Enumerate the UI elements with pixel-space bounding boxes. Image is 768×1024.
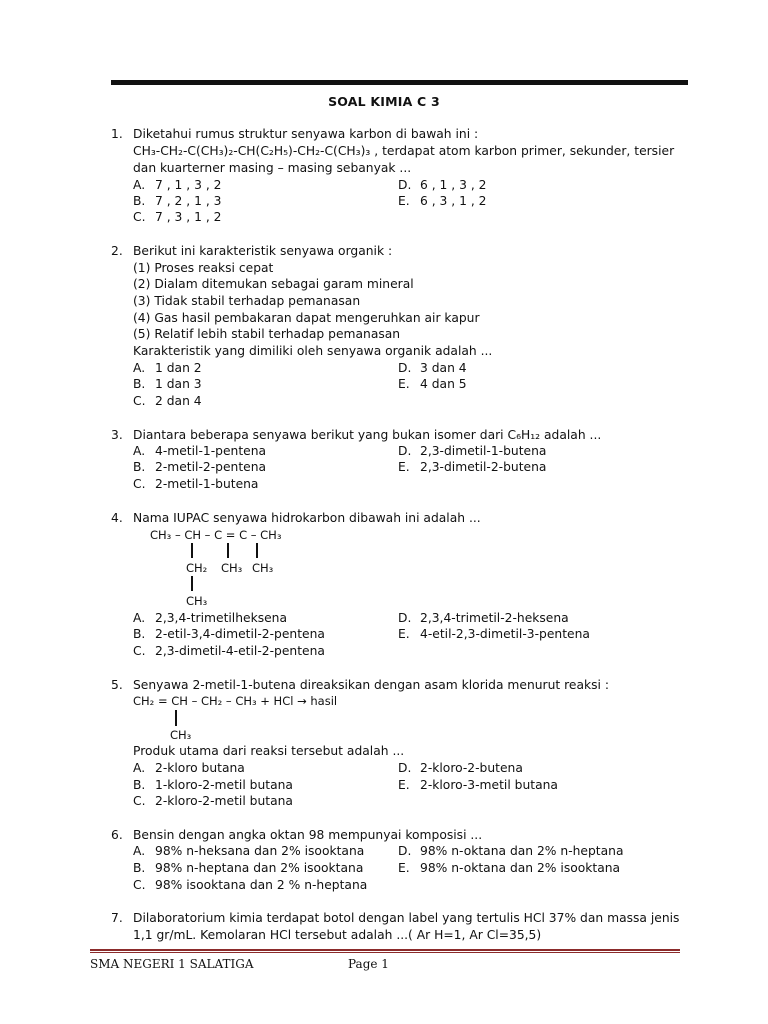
option-a: A. 2,3,4-trimetilheksena — [133, 611, 287, 625]
bond-line — [227, 543, 229, 558]
question-number: 3. — [111, 428, 123, 442]
option-e: E. 4 dan 5 — [398, 377, 467, 391]
option-e: E. 98% n-oktana dan 2% isooktana — [398, 861, 621, 875]
option-a: A. 7 , 1 , 3 , 2 — [133, 178, 222, 192]
option-d: D. 3 dan 4 — [398, 361, 467, 375]
branch-ch2: CH₂ — [186, 561, 208, 575]
option-text: 1 dan 3 — [155, 377, 202, 391]
option-d: D. 98% n-oktana dan 2% n-heptana — [398, 844, 624, 858]
option-text: 2,3-dimetil-4-etil-2-pentena — [155, 644, 325, 658]
question-stem: Bensin dengan angka oktan 98 mempunyai komposisi ... — [133, 828, 483, 842]
option-text: 3 dan 4 — [420, 361, 467, 375]
option-c: C. 2-kloro-2-metil butana — [133, 794, 293, 808]
option-text: 2-kloro-2-metil butana — [155, 794, 293, 808]
main-chain: CH₃ – CH – C = C – CH₃ — [150, 528, 282, 542]
option-text: 7 , 3 , 1 , 2 — [155, 210, 222, 224]
bond-line — [191, 543, 193, 558]
option-c: C. 7 , 3 , 1 , 2 — [133, 210, 222, 224]
option-text: 1 dan 2 — [155, 361, 202, 375]
statement-4: (4) Gas hasil pembakaran dapat mengeruhkan air kapur — [133, 311, 480, 325]
footer-rule — [90, 949, 680, 951]
option-text: 2,3-dimetil-2-butena — [420, 460, 547, 474]
option-text: 2-metil-1-butena — [155, 477, 259, 491]
option-c: C. 2,3-dimetil-4-etil-2-pentena — [133, 644, 325, 658]
question-stem: Produk utama dari reaksi tersebut adalah ... — [133, 744, 405, 758]
question-stem: Karakteristik yang dimiliki oleh senyawa organik adalah ... — [133, 344, 493, 358]
option-d: D. 2,3,4-trimetil-2-heksena — [398, 611, 569, 625]
question-stem: Nama IUPAC senyawa hidrokarbon dibawah ini adalah ... — [133, 511, 481, 525]
option-b: B. 98% n-heptana dan 2% isooktana — [133, 861, 364, 875]
statement-1: (1) Proses reaksi cepat — [133, 261, 274, 275]
top-rule — [111, 80, 688, 85]
option-d: D. 6 , 1 , 3 , 2 — [398, 178, 487, 192]
option-text: 2 dan 4 — [155, 394, 202, 408]
option-b: B. 2-etil-3,4-dimetil-2-pentena — [133, 627, 325, 641]
option-b: B. 2-metil-2-pentena — [133, 460, 267, 474]
question-number: 6. — [111, 828, 123, 842]
option-text: 1-kloro-2-metil butana — [155, 778, 293, 792]
option-b: B. 1-kloro-2-metil butana — [133, 778, 293, 792]
option-e: E. 4-etil-2,3-dimetil-3-pentena — [398, 627, 590, 641]
option-text: 6 , 1 , 3 , 2 — [420, 178, 487, 192]
option-a: A. 4-metil-1-pentena — [133, 444, 267, 458]
bond-line — [175, 710, 177, 726]
branch-ch3: CH₃ — [252, 561, 274, 575]
option-text: 2,3-dimetil-1-butena — [420, 444, 547, 458]
footer-rule — [90, 952, 680, 953]
option-text: 4-metil-1-pentena — [155, 444, 267, 458]
option-text: 98% n-oktana dan 2% n-heptana — [420, 844, 624, 858]
option-a: A. 1 dan 2 — [133, 361, 202, 375]
bond-line — [256, 543, 258, 558]
option-text: 2,3,4-trimetil-2-heksena — [420, 611, 569, 625]
option-text: 98% n-heptana dan 2% isooktana — [155, 861, 364, 875]
option-text: 2-metil-2-pentena — [155, 460, 267, 474]
option-e: E. 2,3-dimetil-2-butena — [398, 460, 547, 474]
question-number: 4. — [111, 511, 123, 525]
option-e: E. 6 , 3 , 1 , 2 — [398, 194, 487, 208]
question-stem: Dilaboratorium kimia terdapat botol dengan label yang tertulis HCl 37% dan massa jenis — [133, 911, 680, 925]
page-number: Page 1 — [348, 957, 389, 971]
option-e: E. 2-kloro-3-metil butana — [398, 778, 558, 792]
option-text: 6 , 3 , 1 , 2 — [420, 194, 487, 208]
option-text: 4 dan 5 — [420, 377, 467, 391]
statement-5: (5) Relatif lebih stabil terhadap pemanasan — [133, 327, 401, 341]
option-c: C. 2-metil-1-butena — [133, 477, 259, 491]
option-text: 98% isooktana dan 2 % n-heptana — [155, 878, 368, 892]
option-c: C. 2 dan 4 — [133, 394, 202, 408]
option-text: 7 , 1 , 3 , 2 — [155, 178, 222, 192]
reaction-equation: CH₂ = CH – CH₂ – CH₃ + HCl → hasil — [133, 694, 338, 708]
option-b: B. 1 dan 3 — [133, 377, 202, 391]
branch-ch3: CH₃ — [186, 594, 208, 608]
question-stem: Berikut ini karakteristik senyawa organik : — [133, 244, 393, 258]
option-b: B. 7 , 2 , 1 , 3 — [133, 194, 222, 208]
question-number: 2. — [111, 244, 123, 258]
question-number: 1. — [111, 127, 123, 141]
question-number: 7. — [111, 911, 123, 925]
option-text: 4-etil-2,3-dimetil-3-pentena — [420, 627, 590, 641]
question-stem: Diketahui rumus struktur senyawa karbon di bawah ini : — [133, 127, 479, 141]
question-stem: Senyawa 2-metil-1-butena direaksikan dengan asam klorida menurut reaksi : — [133, 678, 610, 692]
option-text: 2-etil-3,4-dimetil-2-pentena — [155, 627, 325, 641]
option-text: 2-kloro butana — [155, 761, 245, 775]
statement-2: (2) Dialam ditemukan sebagai garam mineral — [133, 277, 414, 291]
option-text: 98% n-oktana dan 2% isooktana — [420, 861, 621, 875]
option-a: A. 98% n-heksana dan 2% isooktana — [133, 844, 365, 858]
question-stem: CH₃-CH₂-C(CH₃)₂-CH(C₂H₅)-CH₂-C(CH₃)₃ , terdapat atom karbon primer, sekunder, tersier — [133, 144, 675, 158]
option-text: 98% n-heksana dan 2% isooktana — [155, 844, 365, 858]
option-c: C. 98% isooktana dan 2 % n-heptana — [133, 878, 368, 892]
question-stem: Diantara beberapa senyawa berikut yang bukan isomer dari C₆H₁₂ adalah ... — [133, 428, 602, 442]
option-a: A. 2-kloro butana — [133, 761, 245, 775]
option-text: 7 , 2 , 1 , 3 — [155, 194, 222, 208]
branch-ch3: CH₃ — [221, 561, 243, 575]
option-text: 2-kloro-2-butena — [420, 761, 523, 775]
question-stem: dan kuarterner masing – masing sebanyak ... — [133, 161, 412, 175]
question-number: 5. — [111, 678, 123, 692]
statement-3: (3) Tidak stabil terhadap pemanasan — [133, 294, 361, 308]
branch-ch3: CH₃ — [170, 728, 192, 742]
page-title: SOAL KIMIA C 3 — [328, 94, 440, 109]
option-text: 2-kloro-3-metil butana — [420, 778, 558, 792]
option-d: D. 2-kloro-2-butena — [398, 761, 523, 775]
option-text: 2,3,4-trimetilheksena — [155, 611, 287, 625]
option-d: D. 2,3-dimetil-1-butena — [398, 444, 547, 458]
footer-school: SMA NEGERI 1 SALATIGA — [90, 957, 254, 971]
question-stem: 1,1 gr/mL. Kemolaran HCl tersebut adalah ...( Ar H=1, Ar Cl=35,5) — [133, 928, 542, 942]
bond-line — [191, 576, 193, 591]
